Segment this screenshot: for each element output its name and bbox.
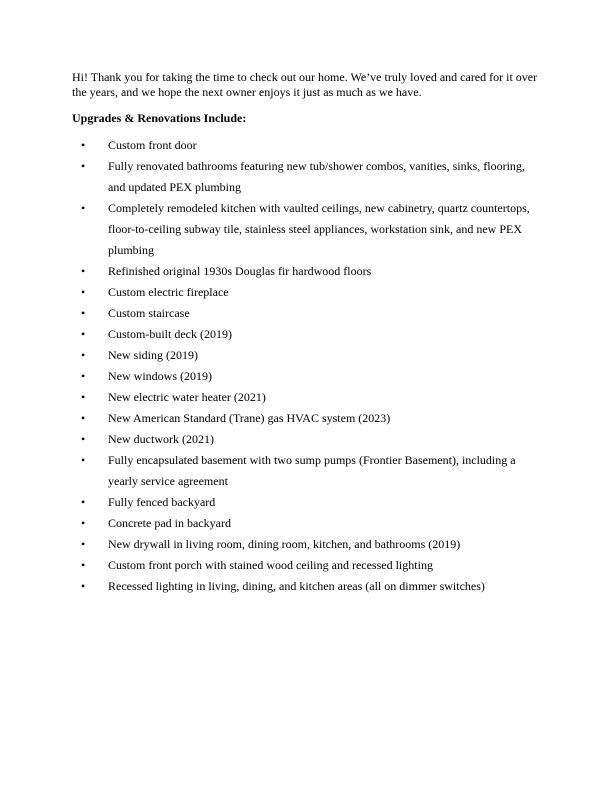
list-item [72, 387, 542, 408]
list-item-text: New American Standard (Trane) gas HVAC system (2023) [108, 411, 391, 425]
list-item [72, 576, 542, 597]
list-item [72, 324, 542, 345]
bullet-icon: • [81, 579, 86, 593]
list-item [72, 555, 542, 576]
bullet-icon: • [81, 411, 86, 425]
bullet-icon: • [81, 495, 86, 509]
bullet-icon: • [81, 453, 86, 467]
list-item-text: Recessed lighting in living, dining, and kitchen areas (all on dimmer switches) [108, 579, 485, 593]
bullet-icon: • [81, 159, 86, 173]
list-item-text: Refinished original 1930s Douglas fir hardwood floors [108, 264, 372, 278]
list-item [72, 492, 542, 513]
bullet-icon: • [81, 537, 86, 551]
list-item [72, 282, 542, 303]
list-item-text: Custom staircase [108, 306, 190, 320]
list-item-text: Custom front door [108, 138, 197, 152]
list-item-text: Custom front porch with stained wood ceiling and recessed lighting [108, 558, 433, 572]
bullet-icon: • [81, 369, 86, 383]
bullet-icon: • [81, 558, 86, 572]
bullet-icon: • [81, 327, 86, 341]
list-item-text: New ductwork (2021) [108, 432, 214, 446]
list-item-text: Custom-built deck (2019) [108, 327, 232, 341]
bullet-icon: • [81, 138, 86, 152]
bullet-icon: • [81, 201, 86, 215]
document-page [72, 70, 542, 597]
bullet-icon: • [81, 432, 86, 446]
bullet-icon: • [81, 390, 86, 404]
section-heading: Upgrades & Renovations Include: [72, 111, 247, 125]
list-item-text: New siding (2019) [108, 348, 198, 362]
bullet-icon: • [81, 516, 86, 530]
list-item [72, 408, 542, 429]
upgrades-list [72, 135, 542, 597]
list-item-text: New electric water heater (2021) [108, 390, 266, 404]
bullet-icon: • [81, 348, 86, 362]
list-item-text: Concrete pad in backyard [108, 516, 231, 530]
list-item [72, 198, 542, 261]
list-item-text: New windows (2019) [108, 369, 212, 383]
list-item-text: Fully encapsulated basement with two sump pumps (Frontier Basement), including a yearly service agreement [108, 453, 516, 488]
list-item-text: New drywall in living room, dining room, kitchen, and bathrooms (2019) [108, 537, 461, 551]
list-item-text: Fully fenced backyard [108, 495, 216, 509]
list-item [72, 366, 542, 387]
intro-paragraph: Hi! Thank you for taking the time to check out our home. We’ve truly loved and cared for it over the years, and we hope the next owner enjoys it just as much as we have. [72, 70, 538, 99]
list-item [72, 261, 542, 282]
list-item [72, 429, 542, 450]
list-item [72, 303, 542, 324]
bullet-icon: • [81, 285, 86, 299]
list-item-text: Custom electric fireplace [108, 285, 229, 299]
list-item [72, 345, 542, 366]
list-item [72, 534, 542, 555]
list-item [72, 156, 542, 198]
list-item-text: Completely remodeled kitchen with vaulted ceilings, new cabinetry, quartz countertops, floor-to-ceiling subway tile, stainless steel appliances, workstation sink, and new PEX plumbing [108, 201, 530, 257]
list-item [72, 450, 542, 492]
list-item [72, 513, 542, 534]
list-item [72, 135, 542, 156]
list-item-text: Fully renovated bathrooms featuring new tub/shower combos, vanities, sinks, flooring, and updated PEX plumbing [108, 159, 525, 194]
bullet-icon: • [81, 306, 86, 320]
bullet-icon: • [81, 264, 86, 278]
